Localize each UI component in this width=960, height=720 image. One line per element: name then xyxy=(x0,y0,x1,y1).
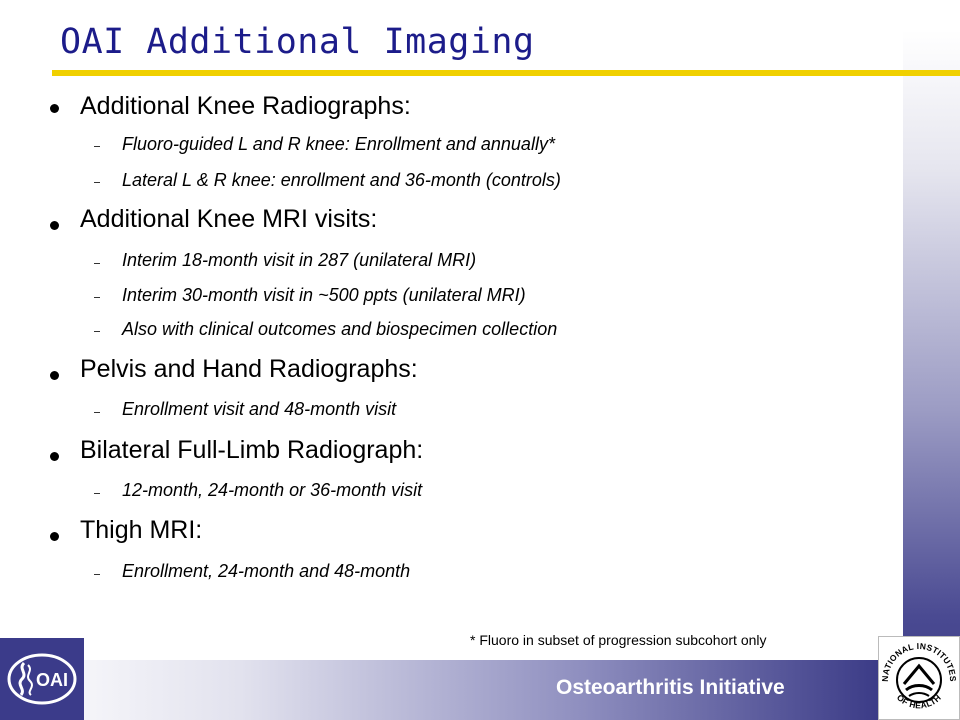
section-heading: Additional Knee MRI visits: xyxy=(80,205,378,233)
section-item: Fluoro-guided L and R knee: Enrollment and annually* xyxy=(122,134,555,154)
sub-bullet-icon xyxy=(94,182,100,183)
nih-logo-icon xyxy=(880,638,958,718)
section-heading: Thigh MRI: xyxy=(80,516,203,544)
section-heading: Additional Knee Radiographs: xyxy=(80,92,411,120)
sub-bullet-icon xyxy=(94,574,100,575)
oai-logo xyxy=(0,638,84,720)
footnote: * Fluoro in subset of progression subcohort only xyxy=(470,632,767,648)
bullet-dot-icon xyxy=(50,532,59,541)
section-heading: Pelvis and Hand Radiographs: xyxy=(80,355,418,383)
bottom-gradient-bar xyxy=(0,660,960,720)
oai-logo-icon xyxy=(4,649,80,709)
bullet-dot-icon xyxy=(50,371,59,380)
section-item: Interim 30-month visit in ~500 ppts (unilateral MRI) xyxy=(122,285,526,305)
sub-bullet-icon xyxy=(94,146,100,147)
section-item: 12-month, 24-month or 36-month visit xyxy=(122,480,423,500)
sub-bullet-icon xyxy=(94,297,100,298)
sub-bullet-icon xyxy=(94,493,100,494)
nih-logo xyxy=(878,636,960,720)
sub-bullet-icon xyxy=(94,412,100,413)
section-item: Lateral L & R knee: enrollment and 36-month (controls) xyxy=(122,170,561,190)
svg-text:OF HEALTH xyxy=(895,692,943,710)
right-gradient-bar xyxy=(903,30,960,720)
nih-logo-text-bottom: OF HEALTH xyxy=(894,692,944,711)
bullet-dot-icon xyxy=(50,104,59,113)
oai-logo-text: OAI xyxy=(35,670,69,690)
sub-bullet-icon xyxy=(94,331,100,332)
title-underline xyxy=(52,70,960,76)
section-item: Interim 18-month visit in 287 (unilateral MRI) xyxy=(122,250,477,270)
section-item: Enrollment visit and 48-month visit xyxy=(122,399,397,419)
bullet-dot-icon xyxy=(50,221,59,230)
footer-title: Osteoarthritis Initiative xyxy=(556,676,785,699)
section-item: Also with clinical outcomes and biospecimen collection xyxy=(122,319,558,339)
sub-bullet-icon xyxy=(94,263,100,264)
nih-logo-text-top: NATIONAL INSTITUTES xyxy=(880,640,958,682)
section-item: Enrollment, 24-month and 48-month xyxy=(122,561,411,581)
bullet-dot-icon xyxy=(50,452,59,461)
section-heading: Bilateral Full-Limb Radiograph: xyxy=(80,436,424,464)
slide-title: OAI Additional Imaging xyxy=(60,22,535,62)
svg-text:NATIONAL INSTITUTES xyxy=(880,641,958,682)
